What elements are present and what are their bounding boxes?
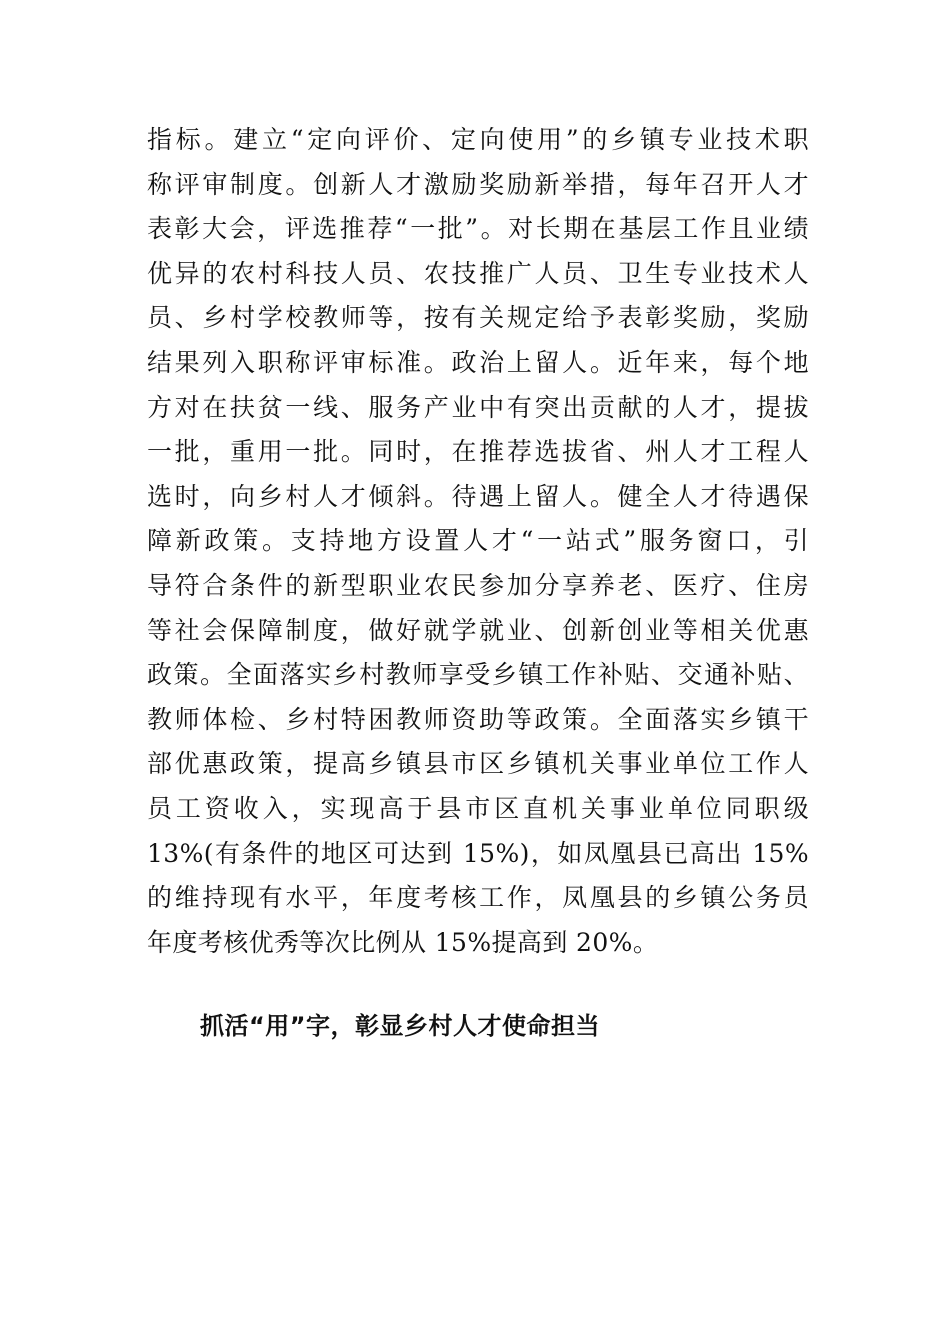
paragraph-line: 优异的农村科技人员、农技推广人员、卫生专业技术人 <box>147 258 809 288</box>
paragraph-line: 政策。全面落实乡村教师享受乡镇工作补贴、交通补贴、 <box>147 660 809 690</box>
paragraph-line: 年度考核优秀等次比例从 15%提高到 20%。 <box>147 927 659 957</box>
paragraph-line: 障新政策。支持地方设置人才“一站式”服务窗口，引 <box>147 526 809 556</box>
paragraph-line: 称评审制度。创新人才激励奖励新举措，每年召开人才 <box>147 169 809 199</box>
paragraph-line: 导符合条件的新型职业农民参加分享养老、医疗、住房 <box>147 570 809 600</box>
paragraph-line: 13%(有条件的地区可达到 15%)，如凤凰县已高出 15% <box>147 838 809 868</box>
paragraph-line: 员工资收入，实现高于县市区直机关事业单位同职级 <box>147 793 809 823</box>
paragraph-line: 等社会保障制度，做好就学就业、创新创业等相关优惠 <box>147 615 809 645</box>
paragraph-line: 选时，向乡村人才倾斜。待遇上留人。健全人才待遇保 <box>147 481 809 511</box>
paragraph-line: 的维持现有水平，年度考核工作，凤凰县的乡镇公务员 <box>147 883 809 913</box>
paragraph-line: 方对在扶贫一线、服务产业中有突出贡献的人才，提拔 <box>147 392 809 422</box>
paragraph-line: 教师体检、乡村特困教师资助等政策。全面落实乡镇干 <box>147 704 809 734</box>
paragraph-line: 部优惠政策，提高乡镇县市区乡镇机关事业单位工作人 <box>147 749 809 779</box>
paragraph-line: 结果列入职称评审标准。政治上留人。近年来，每个地 <box>147 347 809 377</box>
paragraph-line: 员、乡村学校教师等，按有关规定给予表彰奖励，奖励 <box>147 303 809 333</box>
paragraph-line: 一批，重用一批。同时，在推荐选拔省、州人才工程人 <box>147 437 809 467</box>
body-paragraph <box>147 118 809 965</box>
section-heading: 抓活“用”字，彰显乡村人才使命担当 <box>200 1012 601 1040</box>
paragraph-line: 表彰大会，评选推荐“一批”。对长期在基层工作且业绩 <box>147 214 809 244</box>
paragraph-line: 指标。建立“定向评价、定向使用”的乡镇专业技术职 <box>147 125 809 154</box>
